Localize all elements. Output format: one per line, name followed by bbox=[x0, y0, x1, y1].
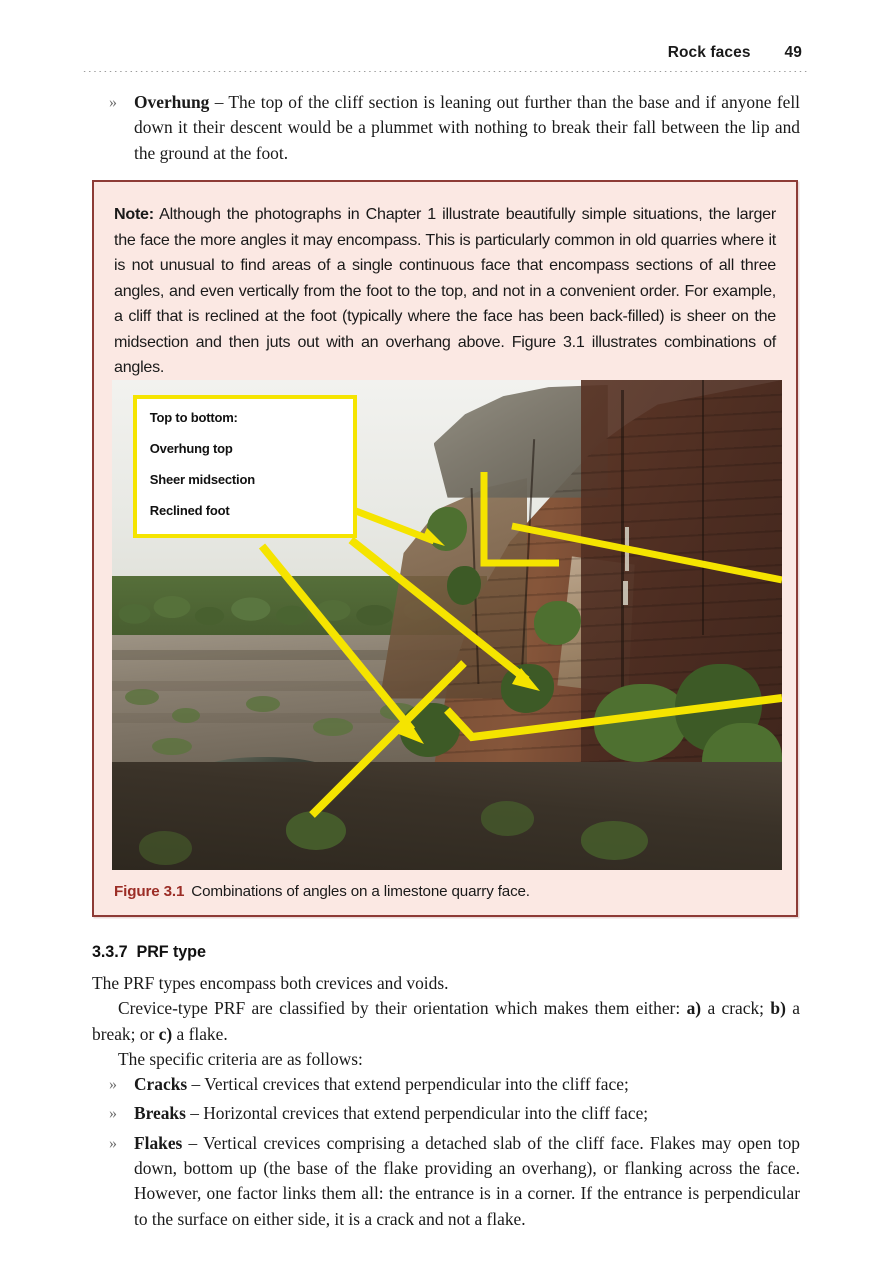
list-item bbox=[92, 1101, 800, 1126]
bullet-marker-icon: » bbox=[109, 1134, 117, 1152]
figure-3-1 bbox=[112, 380, 782, 870]
photo-scrub bbox=[313, 718, 353, 736]
list-item-term: Flakes bbox=[134, 1132, 183, 1153]
list-item bbox=[92, 90, 800, 166]
note-callout-box bbox=[92, 180, 798, 917]
header-title: Rock faces bbox=[667, 44, 751, 61]
photo-scrub bbox=[581, 821, 648, 860]
section-paragraph: The PRF types encompass both crevices and voids. bbox=[92, 973, 449, 993]
photo-cliff-joint bbox=[702, 380, 704, 635]
overhung-bullet-list bbox=[92, 90, 800, 166]
photo-foreground-rubble bbox=[112, 762, 782, 870]
option-a-label: a) bbox=[686, 998, 702, 1019]
option-c-text: a flake. bbox=[172, 1023, 228, 1044]
classification-lead: Crevice-type PRF are classified by their orientation which makes them either: bbox=[118, 998, 687, 1019]
photo-scrub bbox=[139, 831, 193, 865]
list-item-text: – Vertical crevices that extend perpendicular into the cliff face; bbox=[187, 1074, 629, 1095]
top-content bbox=[92, 90, 800, 168]
header-inner bbox=[668, 44, 802, 62]
list-item-text: – The top of the cliff section is leaning out further than the base and if anyone fell down it their descent would be a plummet with nothing to break their fall between the lip and the ground at the foot. bbox=[134, 92, 800, 163]
photo-scrub bbox=[246, 696, 280, 712]
list-item-term: Overhung bbox=[134, 92, 210, 112]
classification-paragraph bbox=[92, 996, 800, 1047]
quarry-face-photograph bbox=[112, 380, 782, 870]
option-a-text: a crack; bbox=[701, 998, 771, 1019]
note-label: Note: bbox=[114, 205, 154, 223]
bullet-marker-icon: » bbox=[109, 1076, 117, 1094]
criteria-intro-paragraph: The specific criteria are as follows: bbox=[118, 1048, 363, 1069]
page-header bbox=[0, 44, 892, 72]
photo-scrub bbox=[481, 801, 535, 835]
note-text bbox=[94, 182, 796, 381]
list-item bbox=[92, 1131, 800, 1232]
annotation-line: Overhung top bbox=[149, 440, 233, 456]
option-c-label: c) bbox=[158, 1023, 173, 1044]
photo-scrub bbox=[125, 689, 159, 706]
prf-bullet-list bbox=[92, 1072, 800, 1232]
annotation-legend-box bbox=[133, 395, 357, 539]
photo-cliff-white-seam bbox=[623, 581, 628, 606]
bullet-marker-icon: » bbox=[109, 1105, 117, 1123]
bullet-marker-icon: » bbox=[109, 94, 117, 111]
note-body: Although the photographs in Chapter 1 illustrate beautifully simple situations, the larger the face the more angles it may encompass. This is particularly common in old quarries where it is not unusual to find areas of a single continuous face that encompass sections of all three angles, and even vertically from the foot to the top, and not in a convenient order. For example, a cliff that is reclined at the foot (typically where the face has been back-filled) is sheer on the midsection and then juts out with an overhang above. Figure 3.1 illustrates combinations of angles. bbox=[114, 205, 776, 376]
list-item-text: – Vertical crevices comprising a detached slab of the cliff face. Flakes may open top down, bottom up (the base of the flake providing an overhang), or flanking across the face. However, one factor links them all: the entrance is in a corner. If the entrance is perpendicular to the surface on either side, it is a crack and not a flake. bbox=[134, 1132, 800, 1229]
section-heading bbox=[92, 943, 800, 962]
list-item-term: Cracks bbox=[134, 1074, 188, 1095]
photo-cliff-joint bbox=[621, 390, 624, 694]
figure-caption bbox=[114, 882, 772, 902]
header-rule bbox=[82, 71, 810, 72]
list-item-text: – Horizontal crevices that extend perpendicular into the cliff face; bbox=[185, 1103, 649, 1124]
list-item bbox=[92, 1072, 800, 1097]
figure-caption-text: Combinations of angles on a limestone quarry face. bbox=[191, 883, 530, 900]
annotation-line: Sheer midsection bbox=[149, 471, 255, 487]
option-b-text: a break; or bbox=[92, 998, 800, 1044]
figure-caption-label: Figure 3.1 bbox=[114, 883, 185, 900]
page-number: 49 bbox=[784, 44, 802, 61]
annotation-line: Reclined foot bbox=[149, 502, 230, 518]
annotation-line: Top to bottom: bbox=[149, 409, 238, 425]
photo-cliff-white-seam bbox=[625, 527, 629, 571]
option-b-label: b) bbox=[770, 998, 786, 1019]
lower-content bbox=[92, 943, 800, 1236]
section-number: 3.3.7 bbox=[92, 943, 128, 961]
section-title: PRF type bbox=[136, 943, 206, 961]
list-item-term: Breaks bbox=[134, 1103, 186, 1124]
